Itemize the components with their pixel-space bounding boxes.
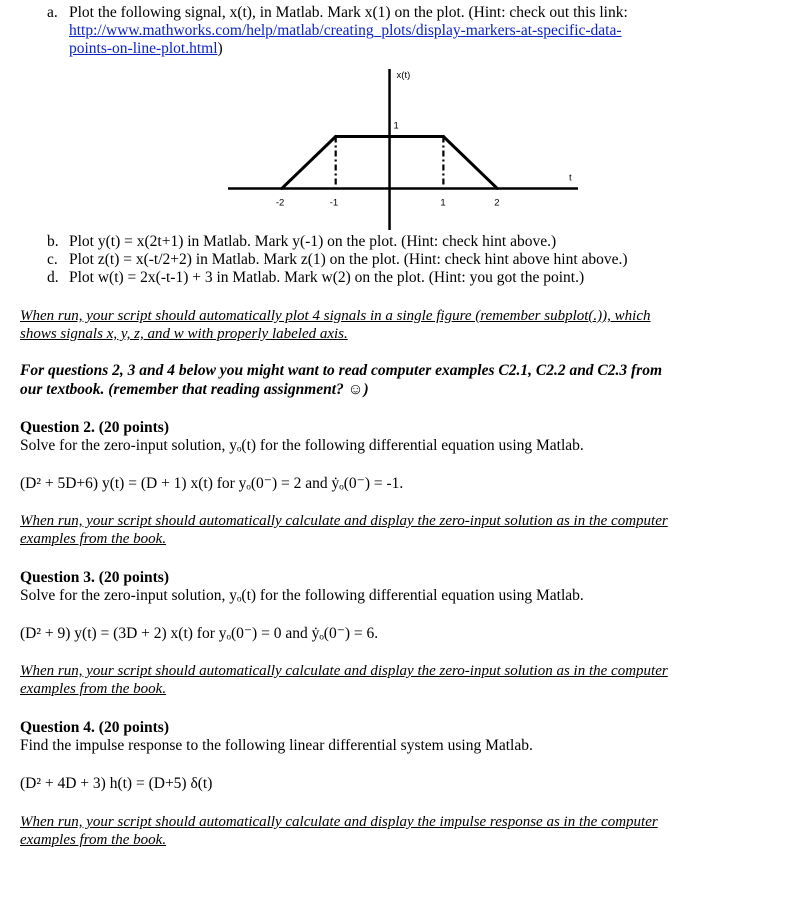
question-3-equation: (D² + 9) y(t) = (3D + 2) x(t) for yₒ(0⁻) = 0 and ẏₒ(0⁻) = 6.	[20, 625, 379, 642]
question-3-note-line-2: examples from the book.	[20, 681, 167, 697]
question-2-prompt: Solve for the zero-input solution, yₒ(t) for the following differential equation using Matlab.	[20, 437, 584, 454]
question-3-title: Question 3. (20 points)	[20, 569, 169, 586]
q1-note-line-2: shows signals x, y, z, and w with properly labeled axis.	[20, 326, 348, 342]
question-2-note-line-1: When run, your script should automatically calculate and display the zero-input solution as in the computer	[20, 513, 668, 529]
y-axis-label: x(t)	[396, 70, 411, 81]
question-4-note-line-1: When run, your script should automatically calculate and display the impulse response as in the computer	[20, 814, 658, 830]
part-a-marker: a.	[47, 4, 58, 21]
question-2-note-line-2: examples from the book.	[20, 531, 167, 547]
question-4-equation: (D² + 4D + 3) h(t) = (D+5) δ(t)	[20, 775, 213, 792]
x-axis-label: t	[569, 172, 572, 184]
q1-note-line-1: When run, your script should automatically plot 4 signals in a single figure (remember subplot(.)), which	[20, 308, 651, 324]
question-3-note-line-1: When run, your script should automatically calculate and display the zero-input solution as in the computer	[20, 663, 668, 679]
question-2-equation: (D² + 5D+6) y(t) = (D + 1) x(t) for yₒ(0⁻) = 2 and ẏₒ(0⁻) = -1.	[20, 475, 404, 492]
mathworks-link-continued[interactable]: points-on-line-plot.html	[69, 40, 218, 57]
mathworks-link[interactable]: http://www.mathworks.com/help/matlab/creating_plots/display-markers-at-specific-data-	[69, 22, 622, 39]
signal-segment	[443, 137, 497, 189]
part-c-text: Plot z(t) = x(-t/2+2) in Matlab. Mark z(1) on the plot. (Hint: check hint above hint above.)	[69, 251, 628, 268]
question-4-note-line-2: examples from the book.	[20, 832, 167, 848]
part-d-marker: d.	[47, 269, 59, 286]
signal-segment	[282, 137, 336, 189]
part-b	[47, 233, 556, 251]
y-tick-label: 1	[393, 120, 399, 132]
part-b-marker: b.	[47, 233, 59, 250]
signal-figure	[0, 0, 789, 240]
link-close-paren: )	[217, 40, 223, 57]
question-4-prompt: Find the impulse response to the following linear differential system using Matlab.	[20, 737, 533, 754]
x-tick-label: -2	[275, 197, 285, 209]
reading-note-line-1: For questions 2, 3 and 4 below you might want to read computer examples C2.1, C2.2 and C2.3 from	[20, 362, 663, 379]
x-tick-label: 1	[440, 197, 446, 209]
x-tick-label: 2	[494, 197, 500, 209]
part-d	[47, 269, 584, 287]
part-d-text: Plot w(t) = 2x(-t-1) + 3 in Matlab. Mark w(2) on the plot. (Hint: you got the point.)	[69, 269, 585, 286]
question-3-prompt: Solve for the zero-input solution, yₒ(t) for the following differential equation using Matlab.	[20, 587, 584, 604]
reading-note-line-2: our textbook. (remember that reading assignment? ☺)	[20, 381, 369, 398]
x-tick-label: -1	[329, 197, 339, 209]
question-4-title: Question 4. (20 points)	[20, 719, 169, 736]
part-c-marker: c.	[47, 251, 58, 268]
part-b-text: Plot y(t) = x(2t+1) in Matlab. Mark y(-1) on the plot. (Hint: check hint above.)	[69, 233, 557, 250]
part-c	[47, 251, 628, 269]
question-2-title: Question 2. (20 points)	[20, 419, 169, 436]
part-a-text: Plot the following signal, x(t), in Matlab. Mark x(1) on the plot. (Hint: check out this link:	[69, 4, 628, 21]
